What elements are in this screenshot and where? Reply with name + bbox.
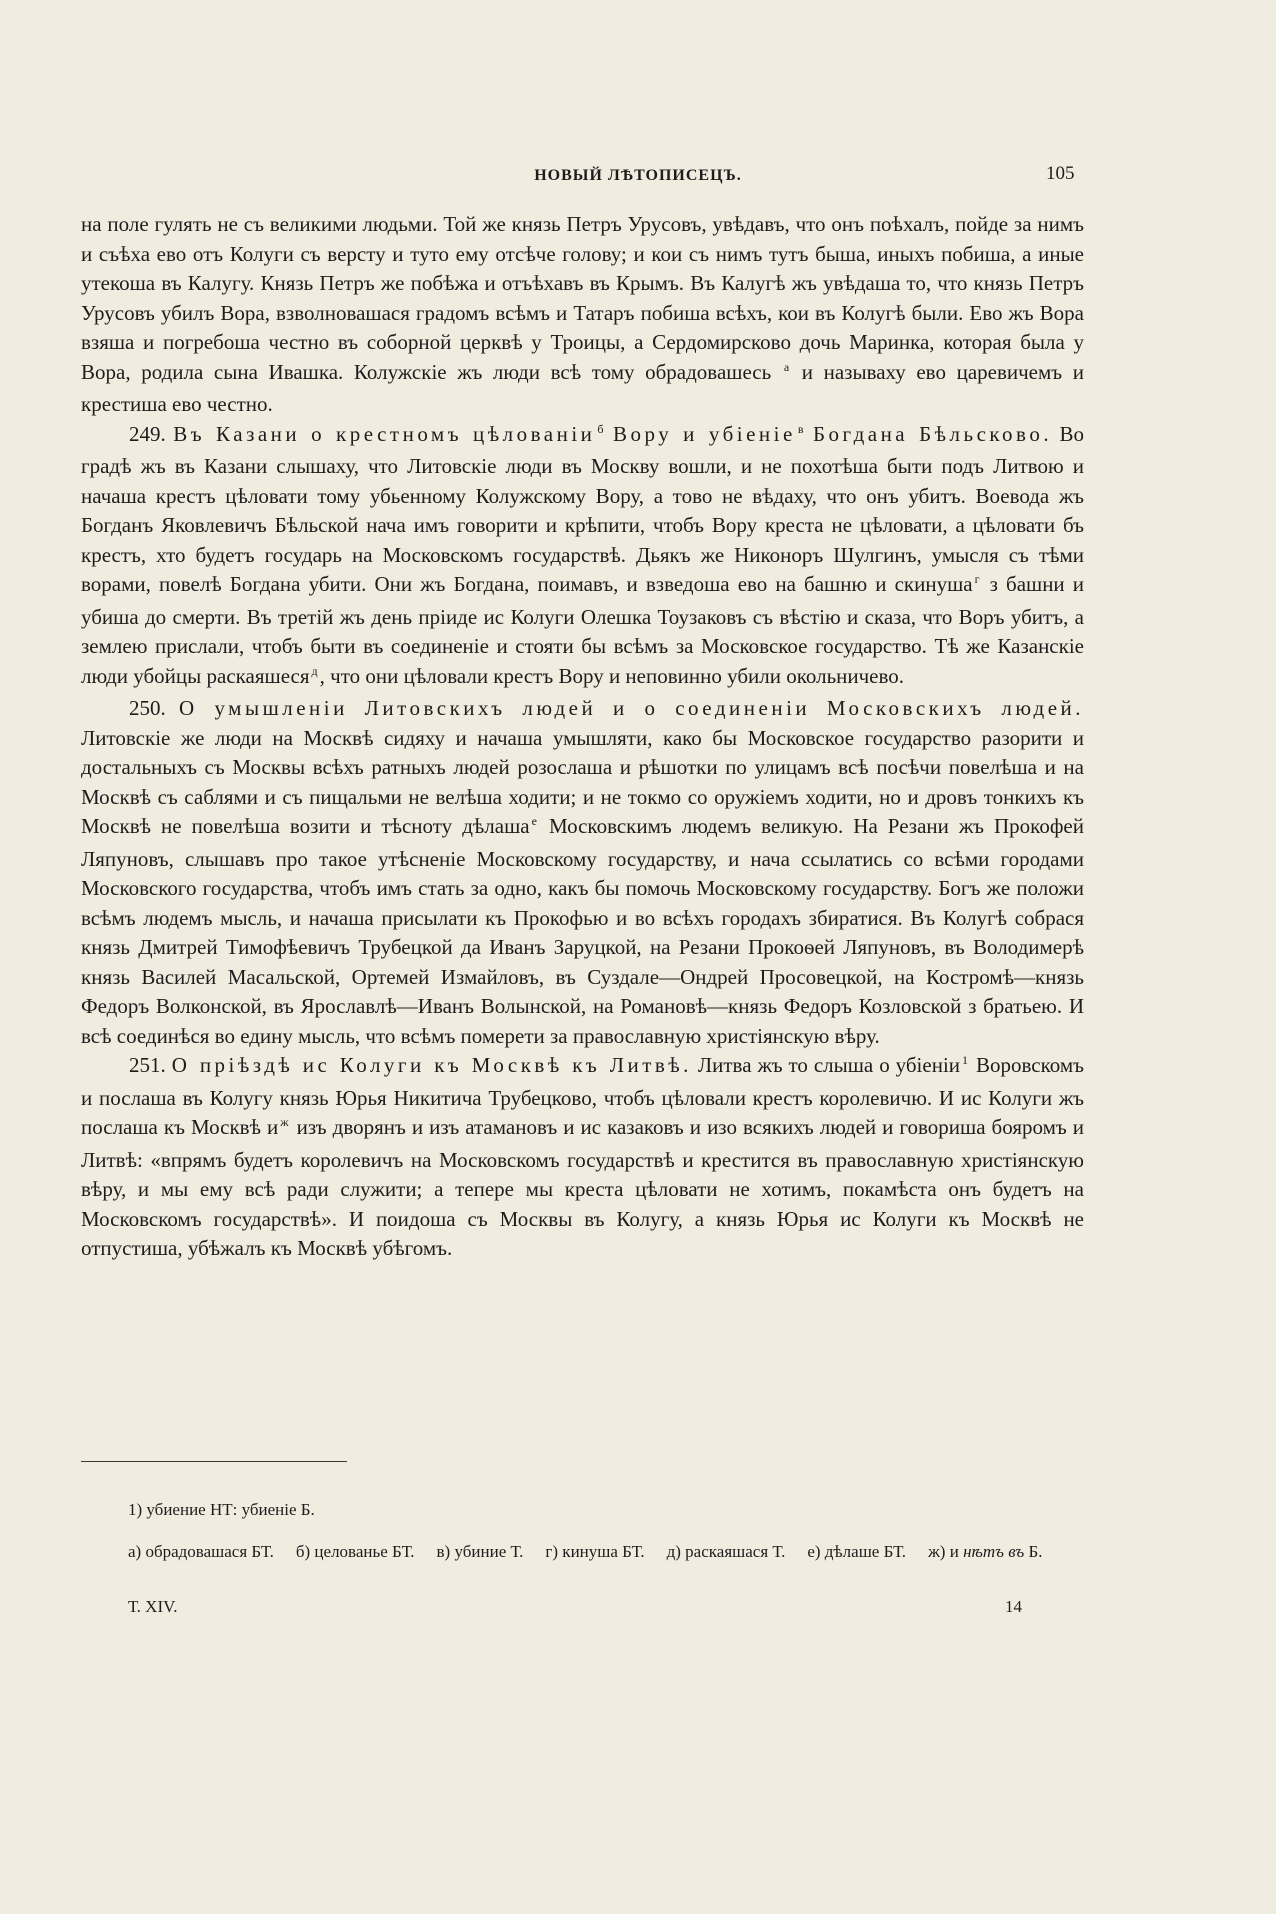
- footnote-g-italic: нѣтъ въ: [963, 1542, 1025, 1561]
- footnote-ref: е: [531, 814, 537, 828]
- section-heading: Въ Казани о крестномъ цѣлованіи: [173, 421, 596, 446]
- footnote-divider: [81, 1461, 347, 1462]
- footnote-c: в) убиние Т.: [436, 1542, 524, 1561]
- sheet-signature: 14: [1005, 1597, 1022, 1616]
- footnote-ref: г: [974, 572, 980, 586]
- footnote-d: г) кинуша БТ.: [545, 1542, 645, 1561]
- volume-signature: Т. XIV.: [128, 1597, 178, 1616]
- section-heading: Богдана Бѣльсково.: [812, 421, 1053, 446]
- section-number: 251.: [129, 1053, 166, 1077]
- section-249: 249. Въ Казани о крестномъ цѣлованіи $^б$ Вору и убіеніе $^в$ Богдана Бѣльсково. Во градѣ жъ въ Казани слышаху, что Литовскіе люди въ Москву вошли, и не похотѣша быти подъ Литвою и начаша крестъ цѣловати тому убьенному Колужскому Вору, а тово не вѣдаху, что онъ убитъ. Воевода жъ Богданъ Яковлевичъ Бѣльской нача имъ говорити и крѣпити, чтобъ Вору креста не цѣловати, а цѣловати бъ крестъ, хто будетъ государь на Московскомъ государствѣ. Дьякъ же Никоноръ Шулгинъ, умысля съ тѣми ворами, повелѣ Богдана убити. Они жъ Богдана, поимавъ, и взведоша ево на башню и скинуша $^г$ з башни и убиша до смерти. Въ третій жъ день пріиде ис Колуги Олешка Тоузаковъ съ вѣстію и сказа, что Воръ убитъ, а землею прислали, чтобъ быти въ соединеніе и стояти бы всѣмъ за Московское государство. Тѣ же Казанскіе люди убойцы раскаяшеся $^д$, что они цѣловали крестъ Вору и неповинно убили окольничево.: [81, 421, 1085, 688]
- footnote-e: д) раскаяшася Т.: [666, 1542, 786, 1561]
- section-251: 251. О пріѣздѣ ис Колуги къ Москвѣ къ Литвѣ. Литва жъ то слыша о убіеніи $^1$ Воровскомъ и послаша въ Колугу князь Юрья Никитича Трубецково, чтобъ цѣловали крестъ королевичю. И ис Колуги жъ послаша къ Москвѣ и $^ж$ изъ дворянъ и изъ атамановъ и ис казаковъ и изо всякихъ людей и говориша бояромъ и Литвѣ: «впрямъ будетъ королевичъ на Московскомъ государствѣ и крестится въ православную христіянскую вѣру, и мы ему всѣ ради служити; а тепере мы креста цѣловати не хотимъ, покамѣста онъ будетъ на Московскомъ государствѣ». И поидоша съ Москвы въ Колугу, а князь Юрья ис Колуги къ Москвѣ не отпустиша, убѣжалъ къ Москвѣ убѣгомъ.: [81, 1053, 1085, 1260]
- footnote-ref: д: [311, 663, 318, 678]
- running-title: НОВЫЙ ЛѢТОПИСЕЦЪ.: [534, 167, 742, 184]
- section-number: 249.: [129, 421, 166, 446]
- section-heading: О умышленіи Литовскихъ людей и о соединеніи Московскихъ людей.: [179, 696, 1084, 720]
- paragraph-continuation: на поле гулять не съ великими людьми. Той же князь Петръ Урусовъ, увѣдавъ, что онъ поѣхалъ, пойде за нимъ и съѣха ево отъ Колуги съ версту и туто ему отсѣче голову; и кои съ нимъ тутъ быша, иныхъ побиша, а иные утекоша въ Калугу. Князь Петръ же побѣжа и отъѣхавъ въ Крымъ. Въ Калугѣ жъ увѣдаша то, что князь Петръ Урусовъ убилъ Вора, взволновашася градомъ всѣмъ и Татаръ побиша всѣхъ, кои въ Колугѣ были. Ево жъ Вора взяша и погребоша честно въ соборной церквѣ у Троицы, а Сердомирсково дочь Маринка, которая была у Вора, родила сына Ивашка. Колужскіе жъ люди всѣ тому обрадовашесь $^а$ и называху ево царевичемъ и крестиша ево честно.: [81, 212, 1084, 416]
- section-number: 250.: [129, 696, 166, 720]
- main-text: [81, 210, 1084, 1264]
- page-number: 105: [1046, 163, 1075, 184]
- footnote-ref: а: [783, 359, 790, 374]
- section-250: 250. О умышленіи Литовскихъ людей и о соединеніи Московскихъ людей. Литовскіе же люди на Москвѣ сидяху и начаша умышляти, како бы Московское государство разорити и достальныхъ съ Москвы всѣхъ ратныхъ людей розослаша и рѣшотки по улицамъ всѣ посѣчи повелѣша и на Москвѣ съ саблями и съ пищальми не велѣша ходити; и не токмо со оружіемъ ходити, но и дровъ тонкихъ къ Москвѣ не повелѣша возити и тѣсноту дѣлаша $^е$ Московскимъ людемъ великую. На Резани жъ Прокофей Ляпуновъ, слышавъ про такое утѣсненіе Московскому государству, и нача ссылатись со всѣми городами Московского государства, чтобъ имъ стать за одно, какъ бы помочь Московскому государству. Богъ же положи всѣмъ людемъ мысль, и начаша присылати къ Прокофью и во всѣхъ городахъ збиратися. Въ Колугѣ собрася князь Дмитрей Тимофѣевичъ Трубецкой да Иванъ Заруцкой, на Резани Прокоѳей Ляпуновъ, въ Володимерѣ князь Василей Масальской, Ортемей Измайловъ, въ Суздале—Ондрей Просовецкой, на Костромѣ—князь Федоръ Волконской, въ Ярославлѣ—Иванъ Волынской, на Романовѣ—князь Федоръ Козловской з братьею. И всѣ соединѣся во едину мысль, что всѣмъ померети за православную христіянскую вѣру.: [81, 696, 1084, 1048]
- footnote-a: а) обрадовашася БТ.: [128, 1542, 274, 1561]
- footnote-numbered: 1) убиение НТ: убиеніе Б.: [128, 1500, 315, 1519]
- footnote-ref: ж: [280, 1115, 289, 1129]
- section-heading: О пріѣздѣ ис Колуги къ Москвѣ къ Литвѣ.: [171, 1053, 692, 1077]
- footnote-ref: б: [597, 421, 604, 436]
- footnote-lettered: [81, 1540, 1128, 1564]
- footnote-g: ж) и: [928, 1542, 959, 1561]
- section-heading: Вору и убіеніе: [612, 421, 796, 446]
- footnote-ref: в: [797, 421, 804, 436]
- footnote-ref: 1: [962, 1053, 969, 1067]
- footnote-f: е) дѣлаше БТ.: [807, 1542, 907, 1561]
- running-header: [0, 163, 1276, 191]
- footnote-b: б) целованье БТ.: [295, 1542, 415, 1561]
- footnote-g-end: Б.: [1028, 1542, 1043, 1561]
